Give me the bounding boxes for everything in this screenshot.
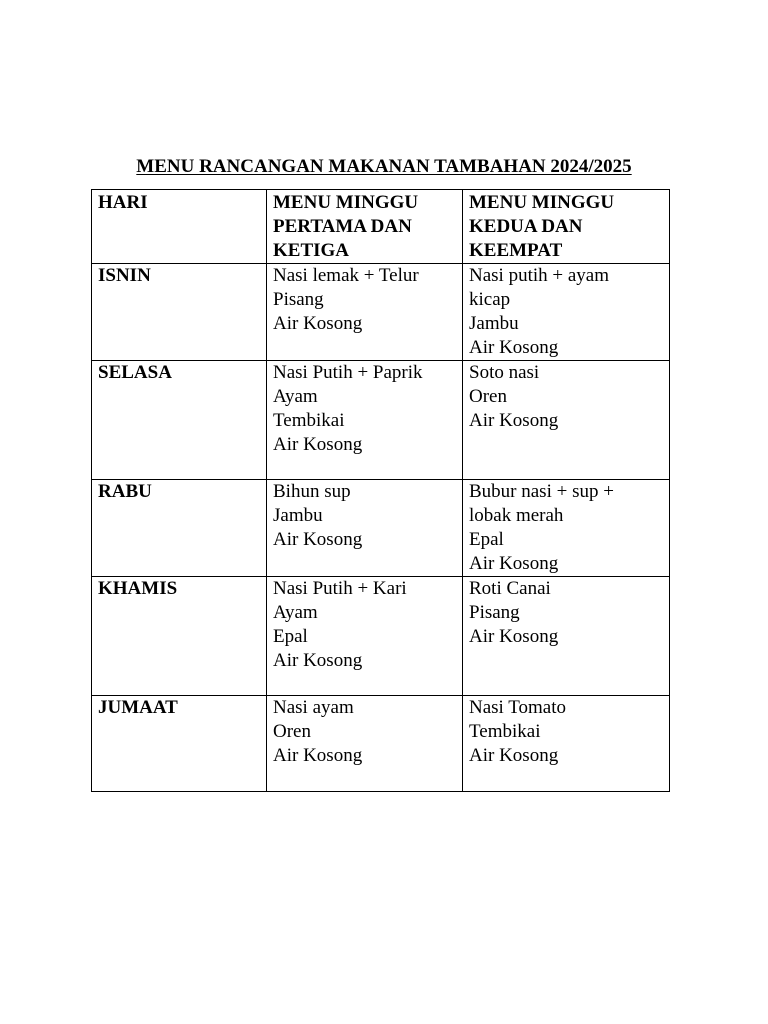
- header-week-1-3-line: KETIGA: [273, 240, 350, 261]
- day-cell: [92, 696, 267, 792]
- menu-item: Air Kosong: [469, 626, 559, 647]
- table-row: [92, 696, 670, 792]
- day-cell: [92, 264, 267, 361]
- menu-item: Air Kosong: [273, 313, 363, 334]
- document-title: MENU RANCANGAN MAKANAN TAMBAHAN 2024/2025: [136, 156, 632, 177]
- menu-item: Air Kosong: [469, 337, 559, 358]
- menu-item: Air Kosong: [273, 650, 363, 671]
- menu-item: Nasi Putih + Kari: [273, 578, 407, 599]
- menu-item: Air Kosong: [273, 745, 363, 766]
- table-row: [92, 577, 670, 696]
- menu-item: Pisang: [469, 602, 520, 623]
- menu-cell-week-2-4: [463, 577, 670, 696]
- menu-item: Jambu: [469, 313, 519, 334]
- menu-item: Ayam: [273, 602, 318, 623]
- menu-item: kicap: [469, 289, 511, 310]
- header-week-2-4-line: MENU MINGGU: [469, 192, 615, 213]
- menu-item: Air Kosong: [273, 434, 363, 455]
- header-day-label: HARI: [98, 192, 148, 213]
- table-row: [92, 264, 670, 361]
- menu-item: Tembikai: [469, 721, 541, 742]
- menu-cell-week-1-3: [267, 696, 463, 792]
- menu-item: Air Kosong: [469, 745, 559, 766]
- header-week-1-3: [267, 190, 463, 264]
- menu-item: Ayam: [273, 386, 318, 407]
- header-week-2-4-line: KEDUA DAN: [469, 216, 583, 237]
- header-day: [92, 190, 267, 264]
- header-week-2-4: [463, 190, 670, 264]
- day-label: ISNIN: [98, 265, 151, 286]
- header-week-2-4-line: KEEMPAT: [469, 240, 563, 261]
- menu-item: lobak merah: [469, 505, 564, 526]
- menu-item: Nasi putih + ayam: [469, 265, 609, 286]
- menu-cell-week-2-4: [463, 696, 670, 792]
- menu-cell-week-1-3: [267, 361, 463, 480]
- header-week-1-3-line: PERTAMA DAN: [273, 216, 412, 237]
- day-label: JUMAAT: [98, 697, 178, 718]
- menu-item: Soto nasi: [469, 362, 540, 383]
- menu-item: Epal: [273, 626, 308, 647]
- menu-item: Bihun sup: [273, 481, 351, 502]
- menu-cell-week-2-4: [463, 480, 670, 577]
- menu-item: Bubur nasi + sup +: [469, 481, 614, 502]
- menu-item: Tembikai: [273, 410, 345, 431]
- day-cell: [92, 361, 267, 480]
- menu-item: Air Kosong: [469, 553, 559, 574]
- day-cell: [92, 480, 267, 577]
- header-week-1-3-line: MENU MINGGU: [273, 192, 419, 213]
- menu-table: [91, 189, 670, 792]
- menu-item: Air Kosong: [273, 529, 363, 550]
- menu-item: Nasi ayam: [273, 697, 354, 718]
- day-cell: [92, 577, 267, 696]
- menu-item: Roti Canai: [469, 578, 551, 599]
- menu-item: Nasi Putih + Paprik: [273, 362, 423, 383]
- menu-cell-week-1-3: [267, 577, 463, 696]
- day-label: KHAMIS: [98, 578, 178, 599]
- day-label: RABU: [98, 481, 152, 502]
- menu-cell-week-1-3: [267, 264, 463, 361]
- menu-item: Oren: [469, 386, 507, 407]
- menu-cell-week-2-4: [463, 264, 670, 361]
- menu-item: Nasi Tomato: [469, 697, 567, 718]
- menu-item: Air Kosong: [469, 410, 559, 431]
- menu-item: Nasi lemak + Telur: [273, 265, 419, 286]
- menu-cell-week-1-3: [267, 480, 463, 577]
- menu-cell-week-2-4: [463, 361, 670, 480]
- header-row: [92, 190, 670, 264]
- table-row: [92, 361, 670, 480]
- table-row: [92, 480, 670, 577]
- day-label: SELASA: [98, 362, 172, 383]
- menu-item: Jambu: [273, 505, 323, 526]
- menu-item: Epal: [469, 529, 504, 550]
- menu-item: Pisang: [273, 289, 324, 310]
- menu-item: Oren: [273, 721, 311, 742]
